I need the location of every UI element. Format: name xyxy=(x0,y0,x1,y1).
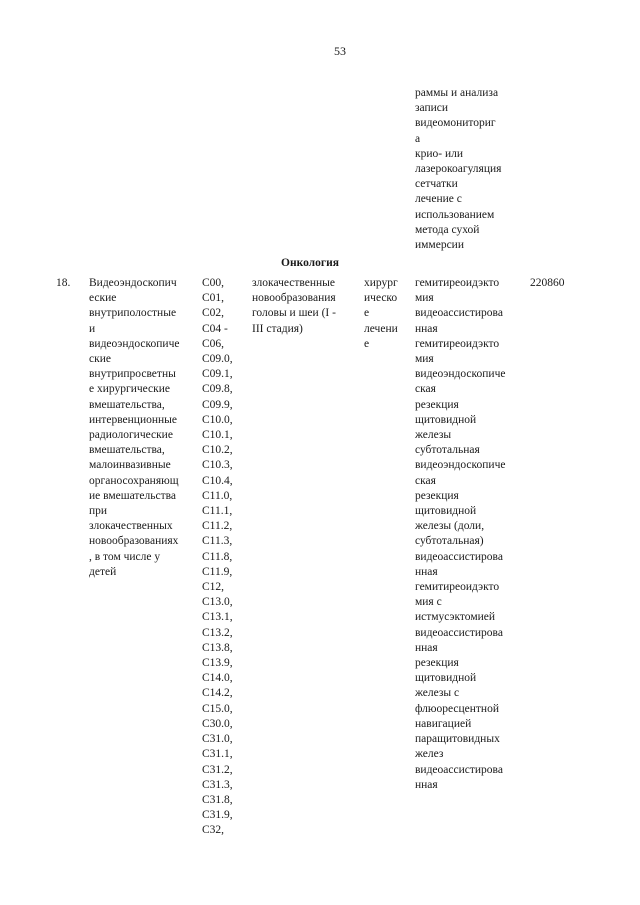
cell-line: нная xyxy=(415,565,438,578)
cell-line: внутриполостные xyxy=(89,307,177,320)
cell-line: C11.1, xyxy=(202,505,233,518)
page-number: 53 xyxy=(334,44,346,58)
cell-line: флюоресцентной xyxy=(415,702,499,715)
cell-line: и xyxy=(89,322,96,335)
cell-line: C02, xyxy=(202,307,225,320)
cell-line: C13.1, xyxy=(202,611,233,624)
cell-line: железы с xyxy=(415,687,460,700)
cell-line: новообразованиях xyxy=(89,535,179,548)
cell-line: мия с xyxy=(415,596,442,609)
cell-line: C10.4, xyxy=(202,474,233,487)
cell-line: навигацией xyxy=(415,717,472,730)
cell-line: лечени xyxy=(364,322,398,335)
treatment-type xyxy=(364,276,408,352)
cell-line: субтотальная xyxy=(415,444,480,457)
cell-line: гемитиреоидэкто xyxy=(415,581,500,594)
cell-line: мия xyxy=(415,292,434,305)
cell-line: видеоассистирова xyxy=(415,307,503,320)
cell-line: C01, xyxy=(202,292,225,305)
cell-line: C10.1, xyxy=(202,429,233,442)
cell-line: еские xyxy=(89,292,117,305)
cell-line: видеоэндоскопиче xyxy=(415,459,506,472)
cell-line: головы и шеи (I - xyxy=(252,307,336,320)
cell-line: сетчатки xyxy=(415,178,458,191)
cell-line: C32, xyxy=(202,824,225,837)
cell-line: ие вмешательства xyxy=(89,489,177,502)
cell-line: C10.2, xyxy=(202,444,233,457)
cell-line: резекция xyxy=(415,489,459,502)
cell-line: нная xyxy=(415,778,438,791)
cell-line: III стадия) xyxy=(252,322,303,335)
cell-line: органосохраняющ xyxy=(89,474,179,487)
cell-line: записи xyxy=(415,102,449,115)
cell-line: C13.9, xyxy=(202,657,233,670)
cell-line: мия xyxy=(415,353,434,366)
icd-codes xyxy=(202,276,244,839)
cell-line: C11.0, xyxy=(202,489,233,502)
cell-line: желез xyxy=(415,748,444,761)
continued-method-cell xyxy=(415,86,525,253)
cell-line: C30.0, xyxy=(202,717,233,730)
cell-line: видеоэндоскопиче xyxy=(415,368,506,381)
cell-line: е xyxy=(364,307,370,320)
cell-line: вмешательства, xyxy=(89,444,165,457)
cell-line: истмусэктомией xyxy=(415,611,496,624)
cell-line: новообразования xyxy=(252,292,336,305)
cell-line: железы xyxy=(415,429,452,442)
cell-line: хирург xyxy=(364,277,398,289)
cell-line: щитовидной xyxy=(415,413,477,426)
cell-line: резекция xyxy=(415,398,459,411)
cell-line: паращитовидных xyxy=(415,733,500,746)
cell-line: C14.0, xyxy=(202,672,233,685)
row-number: 18. xyxy=(56,277,71,289)
cell-line: лазерокоагуляция xyxy=(415,163,502,176)
treatment-method xyxy=(415,276,525,793)
cell-line: C13.2, xyxy=(202,626,233,639)
cell-line: детей xyxy=(89,565,117,578)
cell-line: крио- или xyxy=(415,147,463,160)
cell-line: C09.9, xyxy=(202,398,233,411)
cell-line: видеоассистирова xyxy=(415,763,503,776)
section-heading: Онкология xyxy=(281,257,339,269)
cell-line: , в том числе у xyxy=(89,550,161,563)
cell-line: ическо xyxy=(364,292,398,305)
cell-line: Видеоэндоскопич xyxy=(89,277,177,289)
cell-line: нная xyxy=(415,322,438,335)
cell-line: щитовидной xyxy=(415,505,477,518)
cell-line: C31.2, xyxy=(202,763,233,776)
cell-line: интервенционные xyxy=(89,413,178,426)
cell-line: C31.3, xyxy=(202,778,233,791)
cell-line: иммерсии xyxy=(415,239,464,252)
cell-line: C11.8, xyxy=(202,550,233,563)
cell-line: раммы и анализа xyxy=(415,87,499,99)
cell-line: C04 - xyxy=(202,322,228,335)
cell-line: C12, xyxy=(202,581,225,594)
cell-line: нная xyxy=(415,641,438,654)
cell-line: щитовидной xyxy=(415,672,477,685)
cell-line: резекция xyxy=(415,657,459,670)
cell-line: C09.1, xyxy=(202,368,233,381)
cell-line: видеоассистирова xyxy=(415,550,503,563)
cell-line: ская xyxy=(415,474,436,487)
cell-line: C11.9, xyxy=(202,565,233,578)
cell-line: C31.1, xyxy=(202,748,233,761)
care-type-name xyxy=(89,276,191,580)
cell-line: C14.2, xyxy=(202,687,233,700)
cell-line: C13.8, xyxy=(202,641,233,654)
cell-line: использованием xyxy=(415,208,495,221)
cell-line: C00, xyxy=(202,277,225,289)
cell-line: C09.0, xyxy=(202,353,233,366)
cell-line: C10.0, xyxy=(202,413,233,426)
cell-line: метода сухой xyxy=(415,223,480,236)
cell-line: радиологические xyxy=(89,429,173,442)
cell-line: C15.0, xyxy=(202,702,233,715)
cell-line: малоинвазивные xyxy=(89,459,171,472)
cell-line: при xyxy=(89,505,108,518)
patient-model xyxy=(252,276,356,337)
cell-line: C06, xyxy=(202,337,225,350)
cell-line: C09.8, xyxy=(202,383,233,396)
cell-line: C11.3, xyxy=(202,535,233,548)
cell-line: гемитиреоидэкто xyxy=(415,277,500,289)
cell-line: C31.0, xyxy=(202,733,233,746)
cell-line: лечение с xyxy=(415,193,462,206)
cell-line: C13.0, xyxy=(202,596,233,609)
cell-line: ские xyxy=(89,353,111,366)
cell-line: е xyxy=(364,337,370,350)
cell-line: железы (доли, xyxy=(415,520,485,533)
cell-line: видеоассистирова xyxy=(415,626,503,639)
cell-line: ская xyxy=(415,383,436,396)
cell-line: внутрипросветны xyxy=(89,368,176,381)
cell-line: е хирургические xyxy=(89,383,170,396)
cell-line: видеоэндоскопиче xyxy=(89,337,180,350)
cell-line: гемитиреоидэкто xyxy=(415,337,500,350)
cell-line: C31.8, xyxy=(202,793,233,806)
cell-line: вмешательства, xyxy=(89,398,165,411)
cell-line: злокачественные xyxy=(252,277,335,289)
cell-line: злокачественных xyxy=(89,520,173,533)
cell-line: субтотальная) xyxy=(415,535,484,548)
cell-line: видеомониториг xyxy=(415,117,496,130)
cell-line: C31.9, xyxy=(202,809,233,822)
cell-line: C11.2, xyxy=(202,520,233,533)
cell-line: а xyxy=(415,132,421,145)
cell-line: C10.3, xyxy=(202,459,233,472)
standard-cost: 220860 xyxy=(530,277,565,289)
